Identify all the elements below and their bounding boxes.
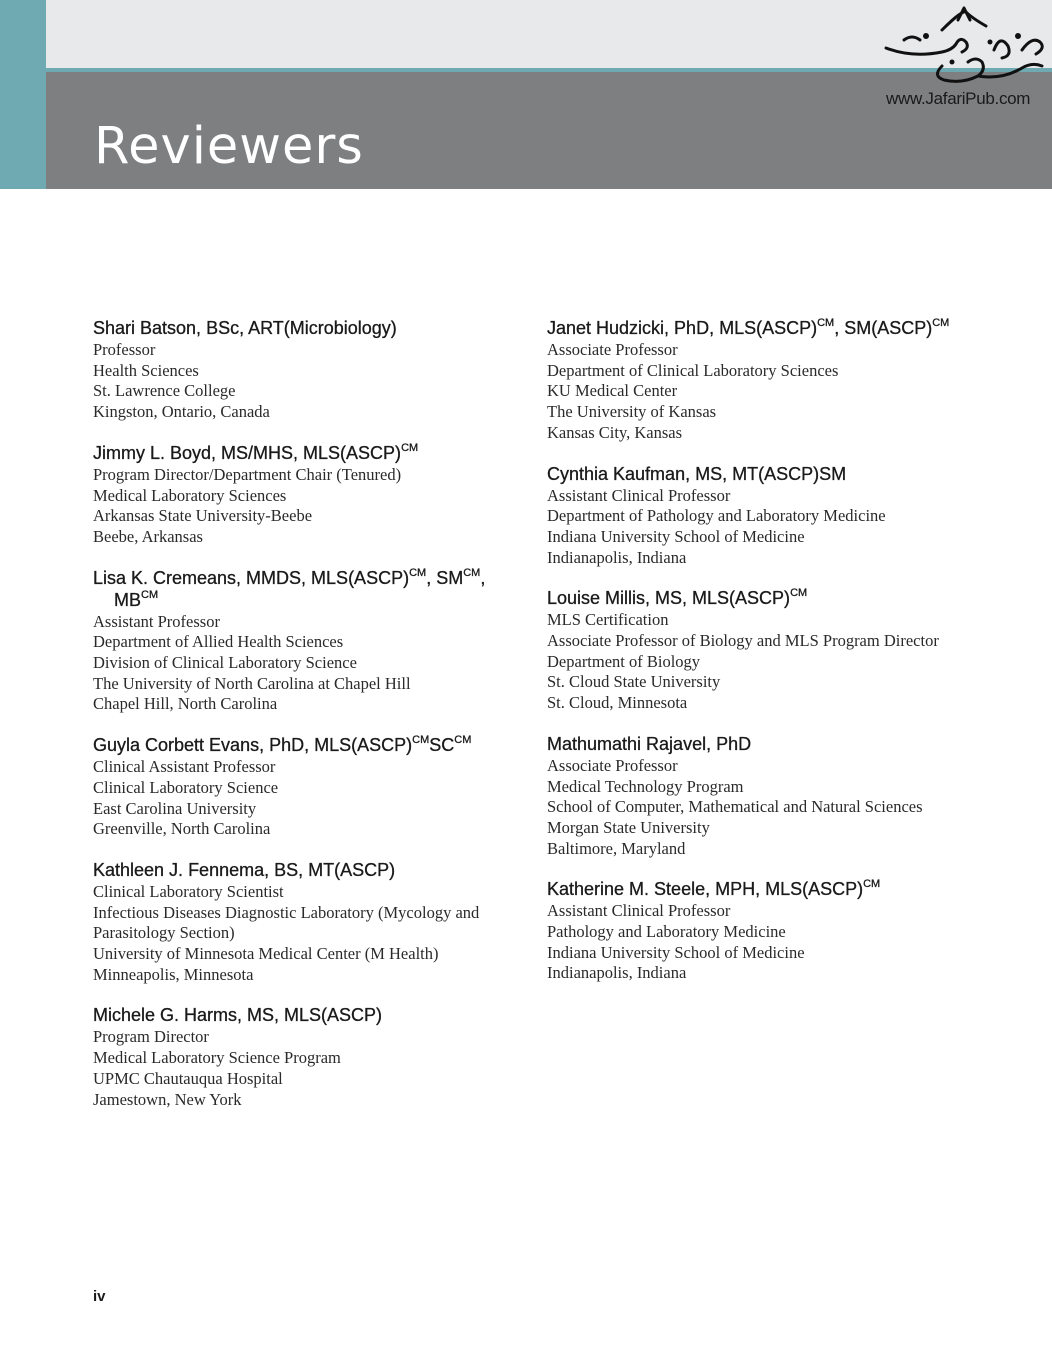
reviewer-name: Shari Batson, BSc, ART(Microbiology)	[93, 318, 397, 338]
reviewer-affiliation-line: The University of Kansas	[547, 402, 717, 422]
reviewer-affiliation-line: Assistant Clinical Professor	[547, 485, 731, 505]
reviewer-affiliation-line: Indiana University School of Medicine	[547, 526, 805, 546]
reviewer-entry	[547, 878, 1027, 984]
reviewer-name: Jimmy L. Boyd, MS/MHS, MLS(ASCP)$^{CM}$	[93, 441, 419, 463]
reviewer-name: Lisa K. Cremeans, MMDS, MLS(ASCP)$^{CM}$, $SM^{CM}$, $MB^{CM}$	[93, 566, 486, 610]
reviewer-affiliation-line: Pathology and Laboratory Medicine	[547, 922, 786, 942]
reviewer-name: Louise Millis, MS, MLS(ASCP)$^{CM}$	[547, 587, 808, 609]
logo-url-text: www.JafariPub.com	[886, 89, 1031, 108]
reviewer-affiliation-line: Minneapolis, Minnesota	[93, 964, 254, 984]
reviewer-affiliation-line: Associate Professor	[547, 755, 678, 775]
reviewer-affiliation-line: Health Sciences	[93, 360, 199, 380]
reviewer-affiliation-line: UPMC Chautauqua Hospital	[93, 1068, 283, 1088]
reviewer-affiliation-line: Associate Professor of Biology and MLS Program Director	[547, 631, 939, 651]
reviewers-right-column	[547, 317, 1027, 1003]
reviewer-entry	[93, 734, 533, 840]
reviewer-affiliation-line: Medical Laboratory Sciences	[93, 485, 287, 505]
reviewer-name: Kathleen J. Fennema, BS, MT(ASCP)	[93, 859, 396, 880]
reviewer-entry	[93, 317, 533, 423]
reviewer-affiliation-line: East Carolina University	[93, 798, 257, 818]
reviewer-affiliation-line: Baltimore, Maryland	[547, 838, 686, 858]
page-number: iv	[93, 1288, 106, 1305]
reviewer-affiliation-line: Associate Professor	[547, 340, 678, 359]
reviewer-affiliation-line: St. Cloud State University	[547, 672, 721, 692]
reviewer-name: Mathumathi Rajavel, PhD	[547, 733, 752, 754]
publisher-logo	[882, 6, 1048, 112]
page-title: Reviewers	[94, 117, 364, 176]
reviewer-affiliation-line: Division of Clinical Laboratory Science	[93, 653, 357, 673]
reviewer-entry	[547, 317, 1027, 444]
reviewer-affiliation-line: Department of Clinical Laboratory Sciences	[547, 360, 839, 380]
reviewer-affiliation-line: Jamestown, New York	[93, 1089, 242, 1109]
reviewer-affiliation-line: St. Lawrence College	[93, 381, 236, 401]
reviewer-name: Cynthia Kaufman, MS, MT(ASCP)SM	[547, 463, 847, 484]
reviewer-entry	[547, 463, 1027, 569]
reviewer-affiliation-line: Clinical Assistant Professor	[93, 757, 276, 777]
reviewer-affiliation-line: Medical Laboratory Science Program	[93, 1048, 341, 1068]
reviewer-affiliation-line: School of Computer, Mathematical and Natural Sciences	[547, 797, 923, 817]
reviewer-affiliation-line: Clinical Laboratory Scientist	[93, 881, 284, 901]
reviewer-affiliation-line: Department of Allied Health Sciences	[93, 632, 344, 652]
reviewer-affiliation-line: Assistant Clinical Professor	[547, 901, 731, 921]
reviewer-affiliation-line: Program Director/Department Chair (Tenured)	[93, 464, 402, 484]
reviewer-affiliation-line: Department of Biology	[547, 651, 701, 671]
reviewer-name: Michele G. Harms, MS, MLS(ASCP)	[93, 1005, 383, 1026]
reviewer-affiliation-line: The University of North Carolina at Chapel Hill	[93, 673, 411, 693]
reviewer-affiliation-line: Beebe, Arkansas	[93, 526, 203, 546]
reviewer-affiliation-line: Parasitology Section)	[93, 923, 235, 943]
reviewer-affiliation-line: Indiana University School of Medicine	[547, 942, 805, 962]
reviewer-affiliation-line: Program Director	[93, 1027, 209, 1047]
reviewer-affiliation-line: Greenville, North Carolina	[93, 819, 271, 839]
reviewer-affiliation-line: St. Cloud, Minnesota	[547, 693, 688, 713]
reviewer-affiliation-line: Indianapolis, Indiana	[547, 963, 687, 983]
reviewer-entry	[93, 442, 533, 548]
reviewer-affiliation-line: KU Medical Center	[547, 381, 678, 401]
reviewer-affiliation-line: Kansas City, Kansas	[547, 422, 683, 442]
reviewer-entry	[93, 859, 533, 986]
reviewer-affiliation-line: MLS Certification	[547, 610, 669, 630]
reviewer-affiliation-line: University of Minnesota Medical Center (M Health)	[93, 944, 439, 964]
reviewer-name: Katherine M. Steele, MPH, MLS(ASCP)$^{CM}$	[547, 878, 881, 900]
reviewer-entry	[93, 567, 533, 716]
reviewer-affiliation-line: Infectious Diseases Diagnostic Laboratory (Mycology and	[93, 902, 480, 922]
side-accent-bar	[0, 0, 46, 189]
reviewer-affiliation-line: Clinical Laboratory Science	[93, 777, 279, 797]
reviewer-entry	[547, 733, 1027, 860]
reviewer-affiliation-line: Department of Pathology and Laboratory Medicine	[547, 506, 886, 526]
reviewer-affiliation-line: Morgan State University	[547, 817, 710, 837]
reviewer-affiliation-line: Chapel Hill, North Carolina	[93, 694, 278, 714]
reviewer-affiliation-line: Indianapolis, Indiana	[547, 547, 687, 567]
reviewer-entry	[93, 1004, 533, 1110]
reviewer-name: Guyla Corbett Evans, PhD, $MLS(ASCP)^{CM}SC^{CM}$	[93, 734, 472, 756]
calligraphy-logo-icon	[882, 6, 1048, 86]
reviewer-affiliation-line: Medical Technology Program	[547, 776, 744, 796]
reviewer-affiliation-line: Professor	[93, 340, 156, 359]
reviewer-name: Janet Hudzicki, PhD, MLS(ASCP)$^{CM}$, SM(ASCP)$^{CM}$	[547, 317, 950, 338]
reviewer-affiliation-line: Kingston, Ontario, Canada	[93, 402, 270, 422]
reviewer-entry	[547, 587, 1027, 714]
reviewers-left-column	[93, 317, 533, 1129]
reviewer-affiliation-line: Assistant Professor	[93, 611, 220, 631]
reviewer-affiliation-line: Arkansas State University-Beebe	[93, 506, 313, 526]
